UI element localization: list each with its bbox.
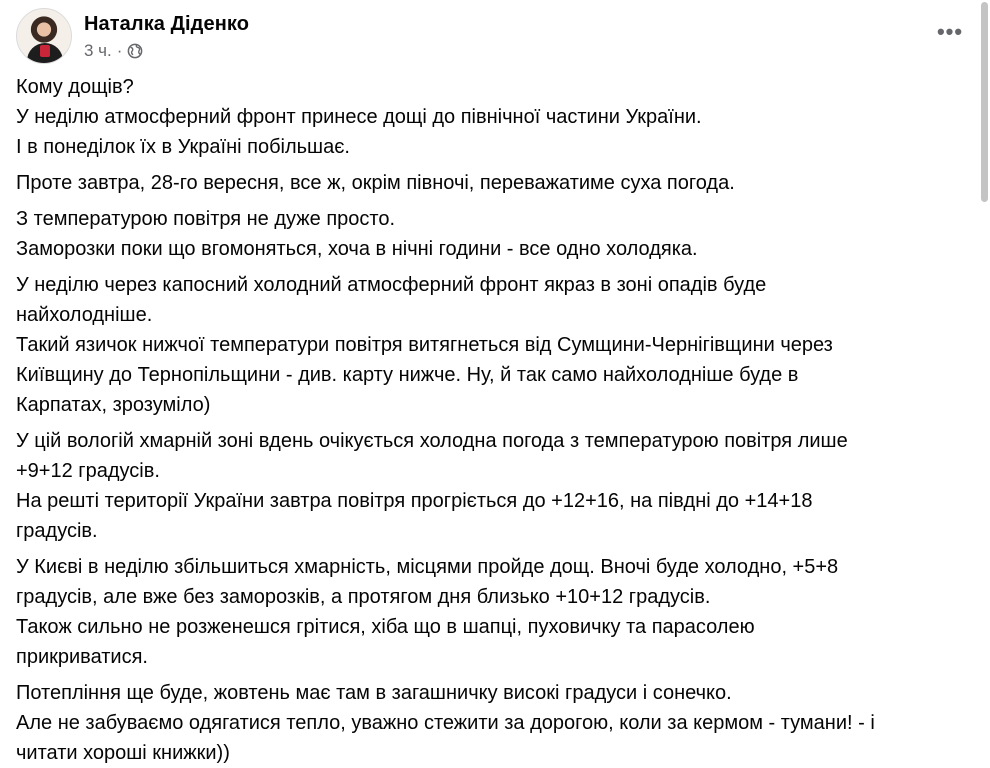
avatar[interactable] [16, 8, 72, 64]
avatar-accent [40, 45, 50, 57]
separator-dot: · [116, 40, 123, 60]
text-line: У неділю атмосферний фронт принесе дощі до північної частини України. [16, 106, 702, 128]
text-line: Такий язичок нижчої температури повітря витягнеться від Сумщини-Чернігівщини через [16, 334, 833, 356]
paragraph-5 [16, 426, 966, 546]
more-horizontal-icon: ••• [936, 19, 964, 44]
text-line: У Києві в неділю збільшиться хмарність, місцями пройде дощ. Вночі буде холодно, +5+8 [16, 556, 839, 578]
text-line: Проте завтра, 28-го вересня, все ж, окрім півночі, переважатиме суха погода. [16, 172, 735, 194]
paragraph-3 [16, 204, 966, 264]
text-line: Карпатах, зрозуміло) [16, 394, 211, 416]
text-line: градусів, але вже без заморозків, а протягом дня близько +10+12 градусів. [16, 586, 711, 608]
text-line: найхолодніше. [16, 304, 153, 326]
text-line: +9+12 градусів. [16, 460, 160, 482]
text-line: На решті території України завтра повітря прогріється до +12+16, на півдні до +14+18 [16, 490, 813, 512]
text-line: Потепління ще буде, жовтень має там в загашничку високі градуси і сонечко. [16, 682, 732, 704]
post-text [16, 72, 966, 768]
text-line: У цій вологій хмарній зоні вдень очікується холодна погода з температурою повітря лише [16, 430, 848, 452]
post-meta [84, 11, 249, 62]
text-line: Також сильно не розженешся грітися, хіба що в шапці, пуховичку та парасолею [16, 616, 755, 638]
text-line: читати хороші книжки)) [16, 742, 230, 764]
text-line: прикриватися. [16, 646, 148, 668]
text-line: Заморозки поки що вгомоняться, хоча в нічні години - все одно холодяка. [16, 238, 698, 260]
text-line: Але не забуваємо одягатися тепло, уважно стежити за дорогою, коли за кермом - тумани! - і [16, 712, 875, 734]
paragraph-1 [16, 72, 966, 162]
text-line: У неділю через капосний холодний атмосферний фронт якраз в зоні опадів буде [16, 274, 767, 296]
text-line: Кому дощів? [16, 76, 134, 98]
post-header [16, 8, 249, 64]
scrollbar[interactable] [979, 0, 990, 768]
author-name[interactable]: Наталка Діденко [84, 12, 250, 35]
paragraph-4 [16, 270, 966, 420]
text-line: градусів. [16, 520, 98, 542]
more-options-button[interactable] [928, 16, 972, 48]
scrollbar-thumb[interactable] [981, 2, 988, 202]
text-line: І в понеділок їх в Україні побільшає. [16, 136, 350, 158]
globe-icon[interactable] [127, 43, 143, 59]
post-info [84, 40, 249, 62]
paragraph-7 [16, 678, 966, 768]
text-line: З температурою повітря не дуже просто. [16, 208, 396, 230]
text-line: Київщину до Тернопільщини - див. карту нижче. Ну, й так само найхолодніше буде в [16, 364, 799, 386]
paragraph-2 [16, 168, 966, 198]
paragraph-6 [16, 552, 966, 672]
post-time[interactable]: 3 ч. [84, 40, 112, 60]
